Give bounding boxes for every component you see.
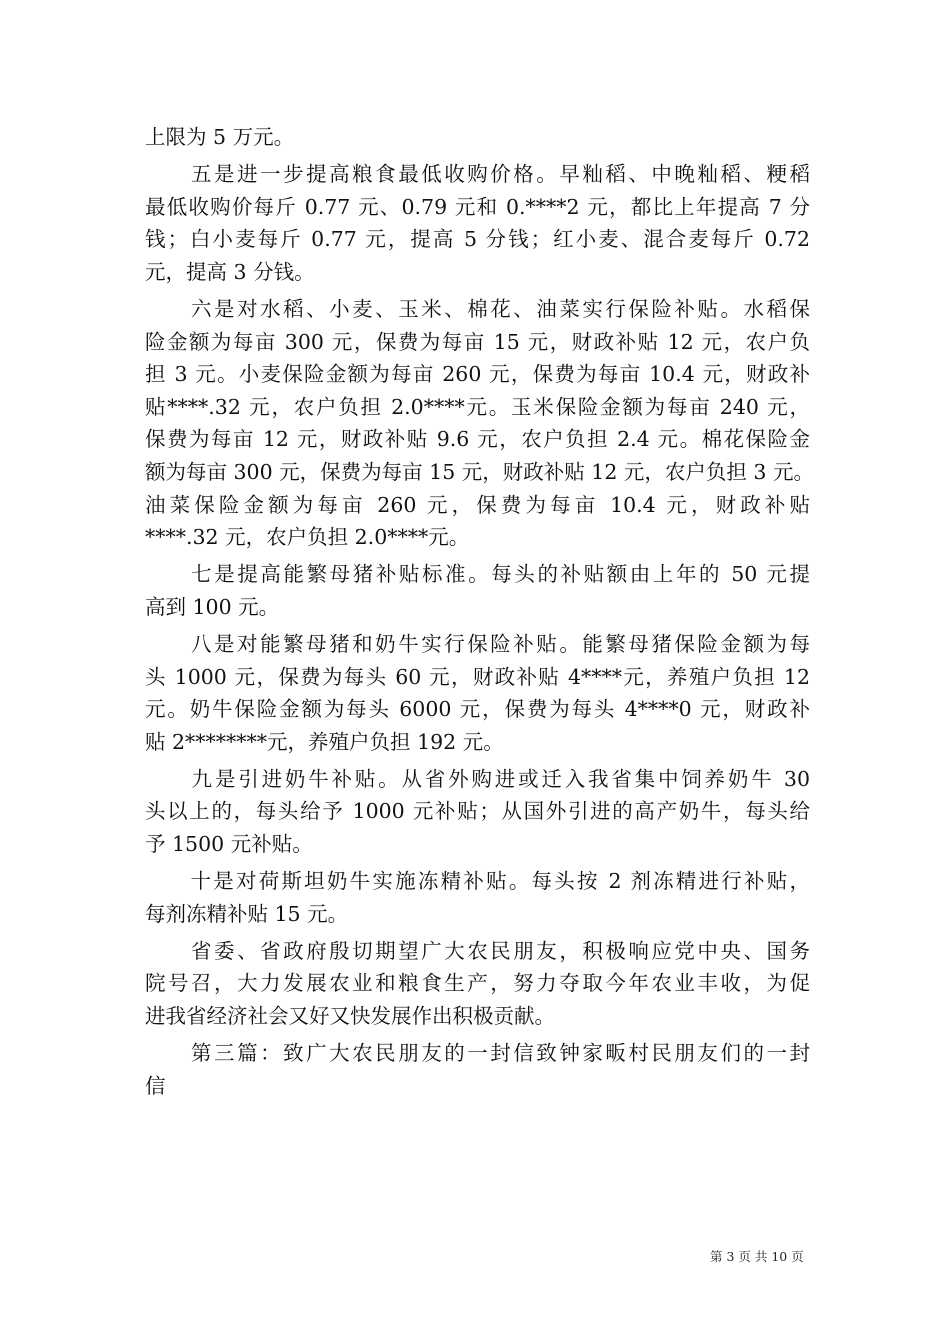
text-line: 元，提高 3 分钱。: [145, 259, 315, 284]
paragraph: [145, 293, 814, 554]
text-line: 险金额为每亩 300 元，保费为每亩 15 元，财政补贴 12 元，农户负: [145, 329, 810, 354]
paragraph: [145, 935, 810, 1033]
text-line: 予 1500 元补贴。: [145, 831, 313, 856]
text-line: 第三篇：致广大农民朋友的一封信致钟家畈村民朋友们的一封: [145, 1041, 810, 1066]
text-line: 九是引进奶牛补贴。从省外购进或迁入我省集中饲养奶牛 30: [145, 766, 810, 791]
text-line: 贴****.32 元，农户负担 2.0****元。玉米保险金额为每亩 240 元，: [145, 394, 810, 419]
paragraph: [145, 558, 810, 623]
document-body: [145, 121, 814, 1107]
text-line: 贴 2********元，养殖户负担 192 元。: [145, 729, 504, 754]
text-line: 省委、省政府殷切期望广大农民朋友，积极响应党中央、国务: [145, 938, 810, 963]
text-line: 上限为 5 万元。: [145, 125, 295, 149]
page-number: 第 3 页 共 10 页: [710, 1249, 804, 1264]
text-line: 头以上的，每头给予 1000 元补贴；从国外引进的高产奶牛，每头给: [145, 799, 810, 824]
paragraph: [145, 158, 810, 288]
text-line: 院号召，大力发展农业和粮食生产，努力夺取今年农业丰收，为促: [145, 971, 810, 996]
paragraph: [145, 121, 810, 154]
text-line: 油菜保险金额为每亩 260 元，保费为每亩 10.4 元，财政补贴: [145, 492, 810, 517]
text-line: 八是对能繁母猪和奶牛实行保险补贴。能繁母猪保险金额为每: [145, 631, 810, 656]
text-line: 七是提高能繁母猪补贴标准。每头的补贴额由上年的 50 元提: [145, 562, 810, 587]
text-line: 五是进一步提高粮食最低收购价格。早籼稻、中晚籼稻、粳稻: [145, 162, 810, 187]
text-line: 额为每亩 300 元，保费为每亩 15 元，财政补贴 12 元，农户负担 3 元。: [145, 459, 814, 484]
text-line: 进我省经济社会又好又快发展作出积极贡献。: [145, 1003, 555, 1028]
text-line: 最低收购价每斤 0.77 元、0.79 元和 0.****2 元，都比上年提高 7 分: [145, 194, 810, 219]
text-line: 信: [145, 1073, 166, 1098]
text-line: ****.32 元，农户负担 2.0****元。: [145, 525, 470, 550]
paragraph: [145, 865, 810, 930]
text-line: 元。奶牛保险金额为每头 6000 元，保费为每头 4****0 元，财政补: [145, 697, 810, 722]
paragraph: [145, 1037, 810, 1102]
text-line: 每剂冻精补贴 15 元。: [145, 901, 349, 926]
text-line: 担 3 元。小麦保险金额为每亩 260 元，保费为每亩 10.4 元，财政补: [145, 362, 810, 387]
text-line: 钱；白小麦每斤 0.77 元，提高 5 分钱；红小麦、混合麦每斤 0.72: [145, 227, 810, 252]
paragraph: [145, 628, 810, 758]
text-line: 六是对水稻、小麦、玉米、棉花、油菜实行保险补贴。水稻保: [145, 296, 810, 321]
text-line: 十是对荷斯坦奶牛实施冻精补贴。每头按 2 剂冻精进行补贴，: [145, 869, 810, 894]
text-line: 保费为每亩 12 元，财政补贴 9.6 元，农户负担 2.4 元。棉花保险金: [145, 427, 810, 452]
paragraph: [145, 763, 810, 861]
text-line: 高到 100 元。: [145, 594, 280, 619]
text-line: 头 1000 元，保费为每头 60 元，财政补贴 4****元，养殖户负担 12: [145, 664, 810, 689]
